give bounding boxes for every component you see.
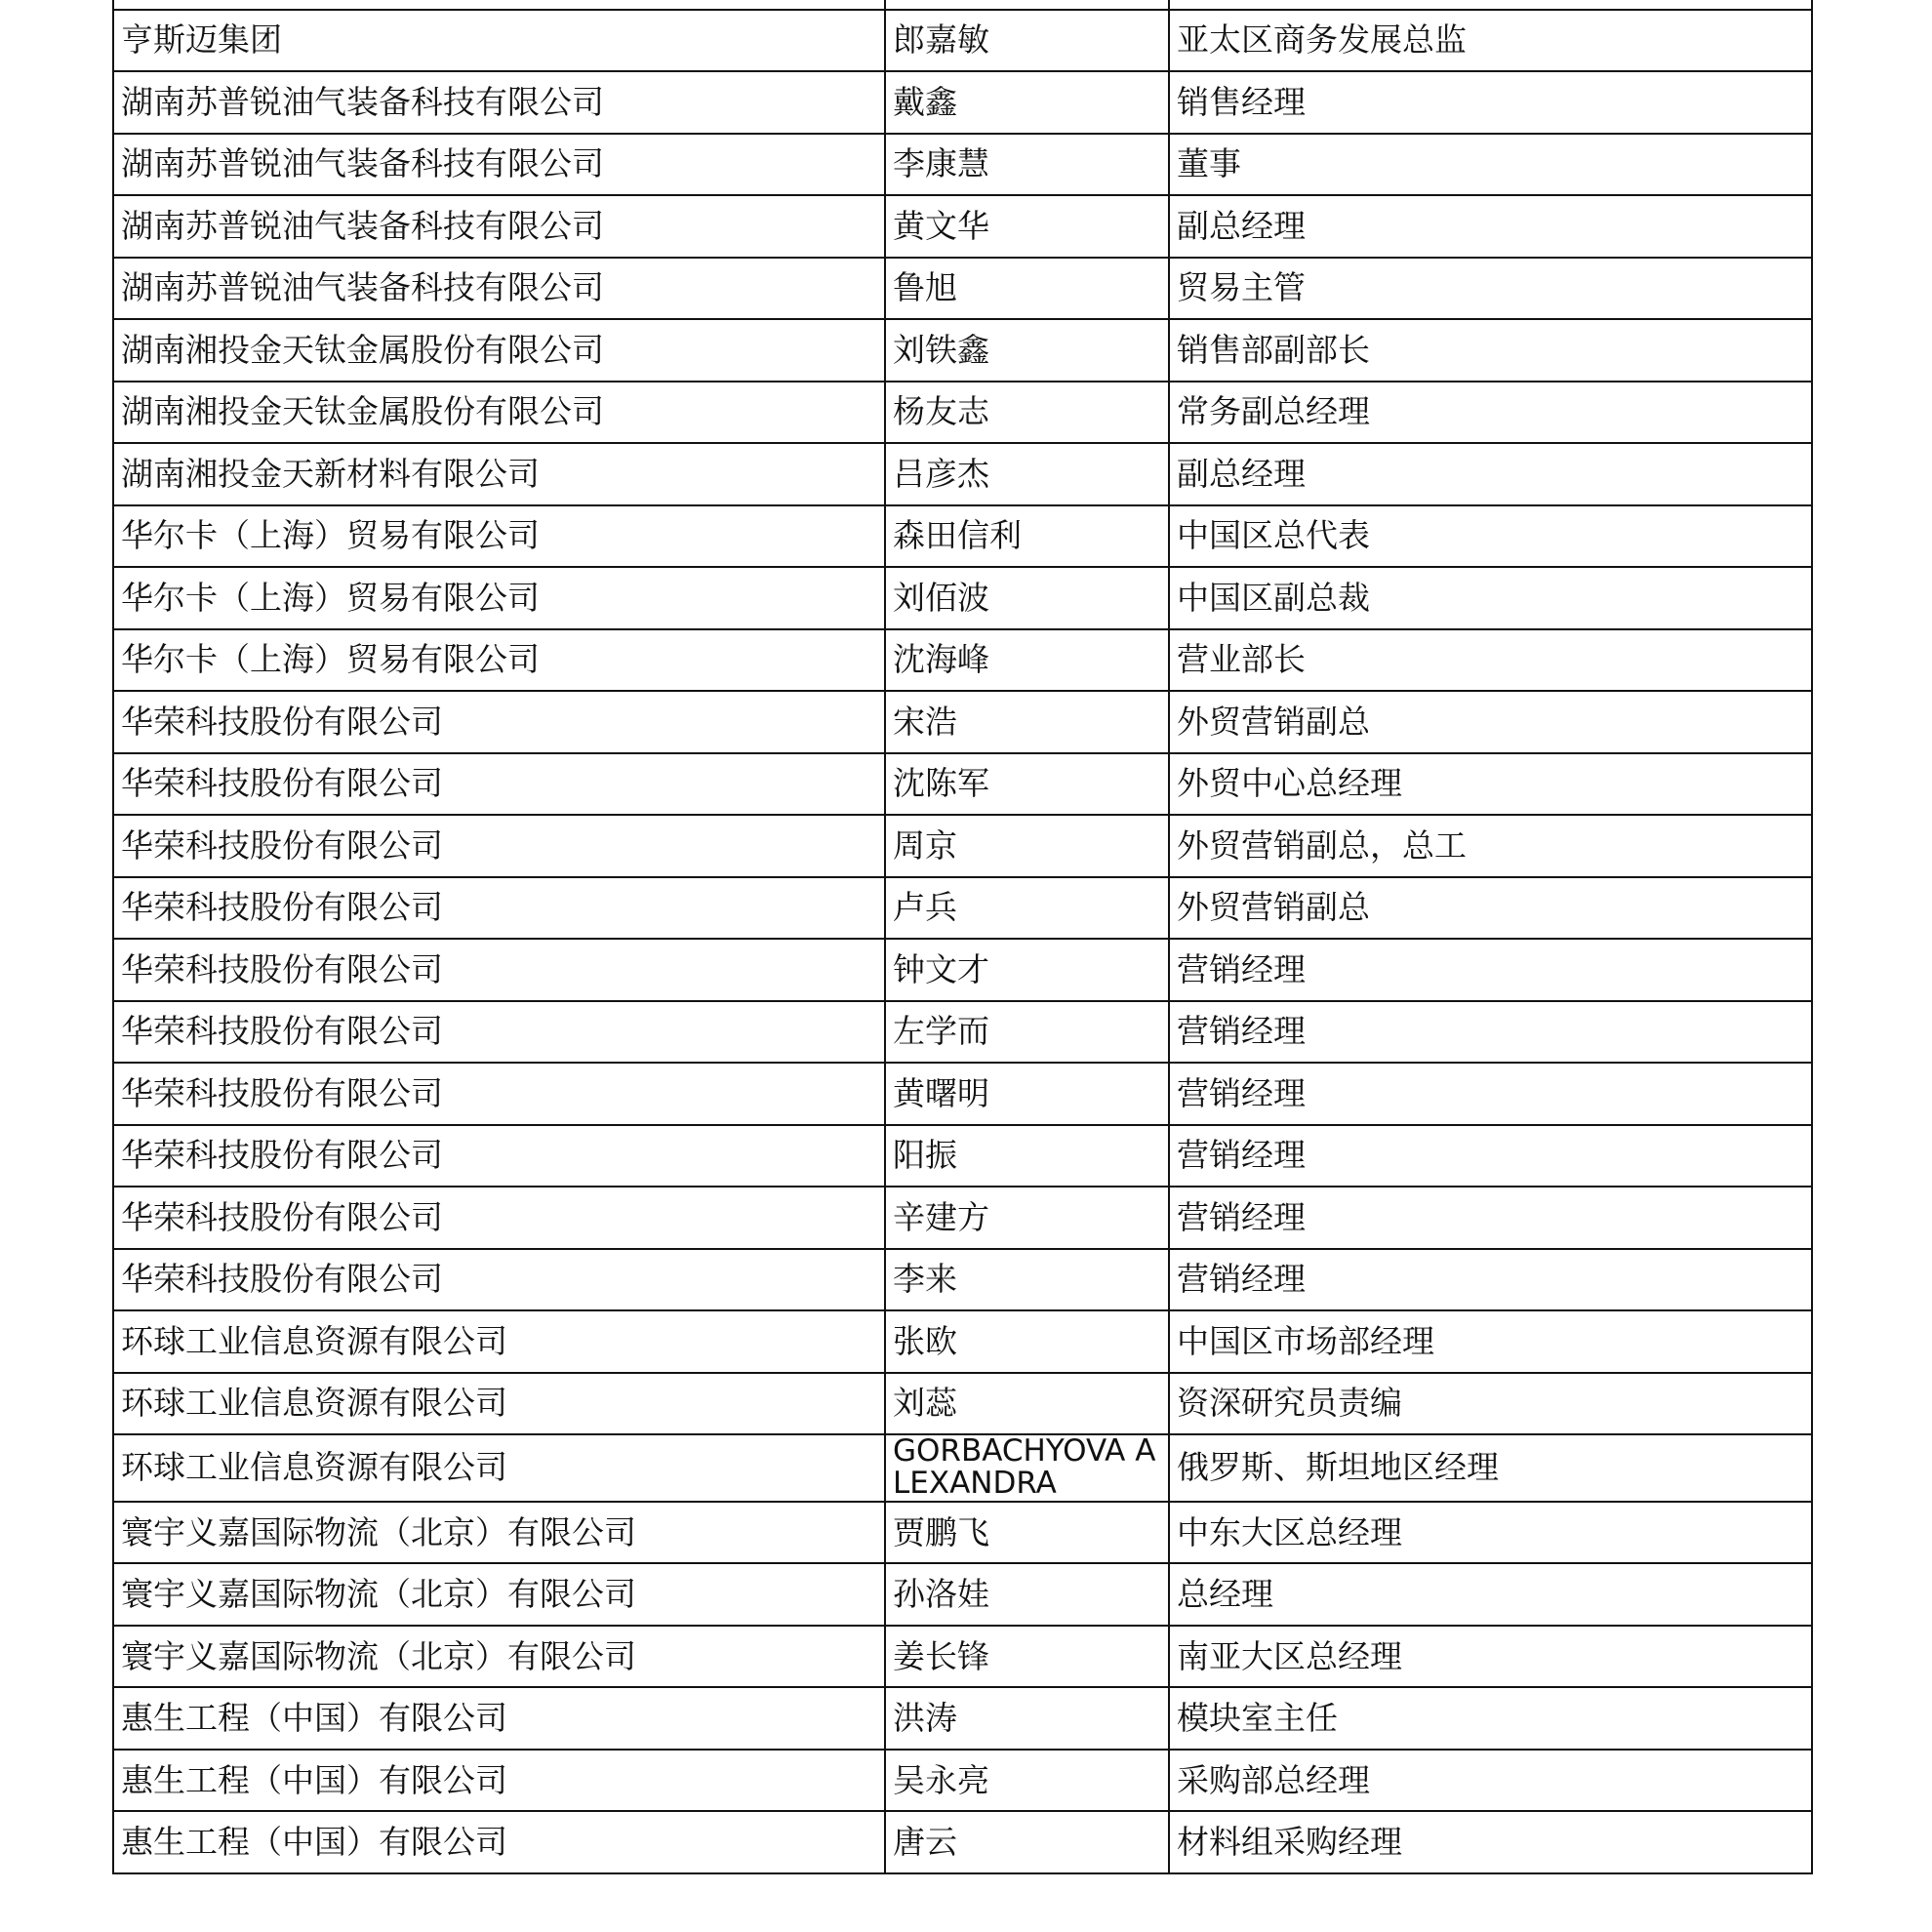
name-cell: 姜长锋 (885, 1626, 1169, 1688)
company-cell: 湖南苏普锐油气装备科技有限公司 (113, 258, 885, 320)
title-cell: 材料组采购经理 (1169, 1811, 1812, 1873)
title-cell: 外贸营销副总，总工 (1169, 815, 1812, 877)
table-row (113, 258, 1812, 320)
table-row (113, 443, 1812, 505)
company-cell: 湖南苏普锐油气装备科技有限公司 (113, 134, 885, 196)
table-row (113, 134, 1812, 196)
table-row (113, 567, 1812, 629)
name-cell: 刘蕊 (885, 1373, 1169, 1435)
company-cell: 惠生工程（中国）有限公司 (113, 1811, 885, 1873)
table-row (113, 939, 1812, 1001)
title-cell: 副总经理 (1169, 195, 1812, 258)
title-cell: 中东大区总经理 (1169, 1502, 1812, 1564)
title-cell: 中国区市场部经理 (1169, 1310, 1812, 1373)
table-row (113, 1626, 1812, 1688)
company-cell: 华荣科技股份有限公司 (113, 1063, 885, 1125)
company-cell: 华荣科技股份有限公司 (113, 939, 885, 1001)
name-cell: 吴永亮 (885, 1750, 1169, 1812)
title-cell: 营销经理 (1169, 1187, 1812, 1249)
company-cell: 环球工业信息资源有限公司 (113, 1310, 885, 1373)
company-cell: 寰宇义嘉国际物流（北京）有限公司 (113, 1626, 885, 1688)
company-cell: 湖南湘投金天新材料有限公司 (113, 443, 885, 505)
title-cell: 营销经理 (1169, 1249, 1812, 1311)
table-row (113, 0, 1812, 10)
table-row (113, 71, 1812, 134)
title-cell: 外贸营销副总 (1169, 691, 1812, 753)
table-row (113, 1249, 1812, 1311)
company-cell: 华荣科技股份有限公司 (113, 1001, 885, 1064)
title-cell: 外贸中心总经理 (1169, 753, 1812, 816)
name-cell: 张欧 (885, 1310, 1169, 1373)
company-cell: 惠生工程（中国）有限公司 (113, 1687, 885, 1750)
name-cell: 卢兵 (885, 877, 1169, 940)
company-cell: 环球工业信息资源有限公司 (113, 1434, 885, 1502)
table-row (113, 1687, 1812, 1750)
name-cell: 黄文华 (885, 195, 1169, 258)
title-cell: 销售部副部长 (1169, 319, 1812, 382)
table-row (113, 1434, 1812, 1502)
company-cell (113, 0, 885, 10)
table-row (113, 1563, 1812, 1626)
title-cell: 常务副总经理 (1169, 382, 1812, 444)
title-cell: 中国区总代表 (1169, 505, 1812, 568)
title-cell: 模块室主任 (1169, 1687, 1812, 1750)
name-cell: 阳振 (885, 1125, 1169, 1187)
attendee-table-body (113, 0, 1812, 1873)
title-cell: 总经理 (1169, 1563, 1812, 1626)
name-cell: 贾鹏飞 (885, 1502, 1169, 1564)
company-cell: 华荣科技股份有限公司 (113, 1249, 885, 1311)
name-cell (885, 0, 1169, 10)
title-cell: 亚太区商务发展总监 (1169, 10, 1812, 72)
table-row (113, 629, 1812, 692)
company-cell: 湖南湘投金天钛金属股份有限公司 (113, 382, 885, 444)
table-row (113, 1001, 1812, 1064)
company-cell: 惠生工程（中国）有限公司 (113, 1750, 885, 1812)
table-row (113, 1187, 1812, 1249)
company-cell: 湖南湘投金天钛金属股份有限公司 (113, 319, 885, 382)
company-cell: 湖南苏普锐油气装备科技有限公司 (113, 71, 885, 134)
name-cell: 沈海峰 (885, 629, 1169, 692)
company-cell: 亨斯迈集团 (113, 10, 885, 72)
name-cell: 唐云 (885, 1811, 1169, 1873)
name-cell: 周京 (885, 815, 1169, 877)
table-row (113, 319, 1812, 382)
name-cell: 辛建方 (885, 1187, 1169, 1249)
name-cell: GORBACHYOVA ALEXANDRA (885, 1434, 1169, 1502)
table-row (113, 815, 1812, 877)
name-cell: 钟文才 (885, 939, 1169, 1001)
title-cell: 中国区副总裁 (1169, 567, 1812, 629)
company-cell: 华尔卡（上海）贸易有限公司 (113, 505, 885, 568)
roster-sheet (112, 0, 1811, 1874)
company-cell: 湖南苏普锐油气装备科技有限公司 (113, 195, 885, 258)
name-cell: 刘铁鑫 (885, 319, 1169, 382)
table-row (113, 1811, 1812, 1873)
title-cell: 董事 (1169, 134, 1812, 196)
table-row (113, 505, 1812, 568)
company-cell: 华尔卡（上海）贸易有限公司 (113, 629, 885, 692)
title-cell (1169, 0, 1812, 10)
name-cell: 森田信利 (885, 505, 1169, 568)
name-cell: 刘佰波 (885, 567, 1169, 629)
title-cell: 俄罗斯、斯坦地区经理 (1169, 1434, 1812, 1502)
company-cell: 华荣科技股份有限公司 (113, 1187, 885, 1249)
name-cell: 郎嘉敏 (885, 10, 1169, 72)
table-row (113, 753, 1812, 816)
name-cell: 杨友志 (885, 382, 1169, 444)
title-cell: 资深研究员责编 (1169, 1373, 1812, 1435)
table-row (113, 1063, 1812, 1125)
name-cell: 黄曙明 (885, 1063, 1169, 1125)
title-cell: 营销经理 (1169, 1125, 1812, 1187)
title-cell: 销售经理 (1169, 71, 1812, 134)
table-row (113, 1750, 1812, 1812)
title-cell: 外贸营销副总 (1169, 877, 1812, 940)
name-cell: 孙洛娃 (885, 1563, 1169, 1626)
company-cell: 寰宇义嘉国际物流（北京）有限公司 (113, 1563, 885, 1626)
company-cell: 华荣科技股份有限公司 (113, 753, 885, 816)
title-cell: 贸易主管 (1169, 258, 1812, 320)
table-row (113, 195, 1812, 258)
name-cell: 李来 (885, 1249, 1169, 1311)
title-cell: 营销经理 (1169, 1001, 1812, 1064)
title-cell: 营销经理 (1169, 939, 1812, 1001)
table-row (113, 382, 1812, 444)
table-row (113, 1502, 1812, 1564)
title-cell: 副总经理 (1169, 443, 1812, 505)
name-cell: 宋浩 (885, 691, 1169, 753)
company-cell: 环球工业信息资源有限公司 (113, 1373, 885, 1435)
title-cell: 营销经理 (1169, 1063, 1812, 1125)
name-cell: 左学而 (885, 1001, 1169, 1064)
table-row (113, 1373, 1812, 1435)
name-cell: 戴鑫 (885, 71, 1169, 134)
table-row (113, 877, 1812, 940)
title-cell: 南亚大区总经理 (1169, 1626, 1812, 1688)
table-row (113, 10, 1812, 72)
company-cell: 寰宇义嘉国际物流（北京）有限公司 (113, 1502, 885, 1564)
company-cell: 华荣科技股份有限公司 (113, 1125, 885, 1187)
name-cell: 沈陈军 (885, 753, 1169, 816)
table-row (113, 1310, 1812, 1373)
table-row (113, 691, 1812, 753)
name-cell: 洪涛 (885, 1687, 1169, 1750)
name-cell: 李康慧 (885, 134, 1169, 196)
attendee-table (112, 0, 1813, 1874)
company-cell: 华荣科技股份有限公司 (113, 815, 885, 877)
company-cell: 华荣科技股份有限公司 (113, 877, 885, 940)
name-cell: 鲁旭 (885, 258, 1169, 320)
title-cell: 营业部长 (1169, 629, 1812, 692)
name-cell: 吕彦杰 (885, 443, 1169, 505)
table-row (113, 1125, 1812, 1187)
company-cell: 华荣科技股份有限公司 (113, 691, 885, 753)
company-cell: 华尔卡（上海）贸易有限公司 (113, 567, 885, 629)
title-cell: 采购部总经理 (1169, 1750, 1812, 1812)
